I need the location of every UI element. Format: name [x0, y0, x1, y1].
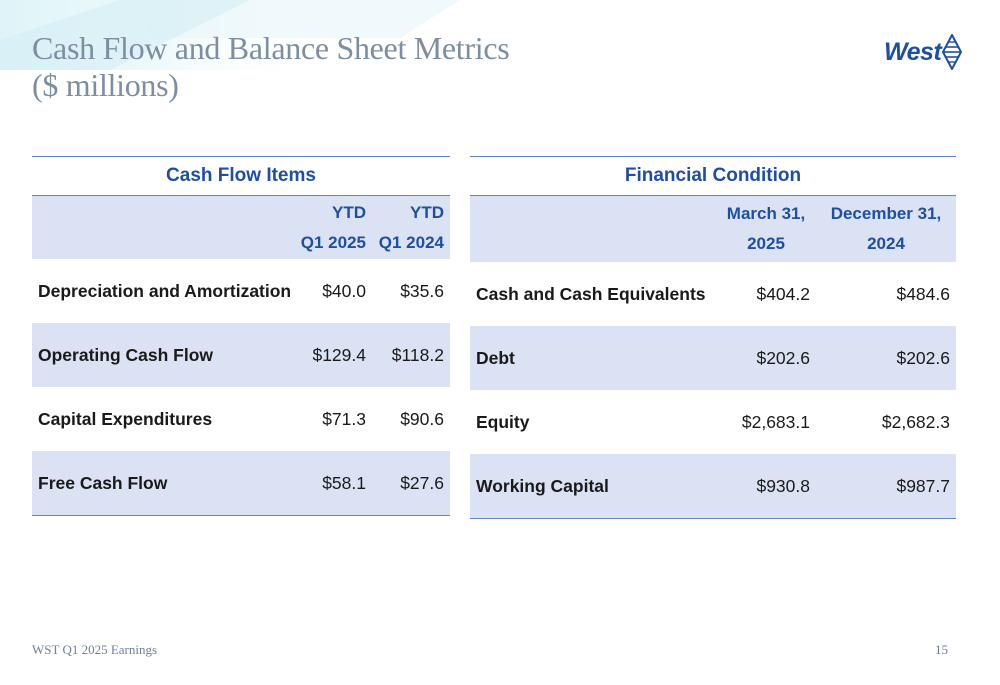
logo-text: West — [884, 37, 942, 66]
table-row — [32, 451, 450, 516]
row-value-dec-2024: $202.6 — [816, 326, 956, 390]
row-label: Working Capital — [470, 454, 716, 519]
financial-condition-col2-header-line2: 2024 — [867, 234, 905, 253]
row-label: Equity — [476, 411, 530, 432]
row-value-mar-2025: $202.6 — [716, 326, 816, 390]
financial-condition-header-blank — [470, 196, 716, 263]
table-row — [470, 390, 956, 454]
cash-flow-col1-header-line2: Q1 2025 — [300, 232, 366, 252]
row-value-dec-2024: $987.7 — [816, 454, 956, 519]
row-label: Depreciation and Amortization — [38, 280, 292, 301]
table-row — [470, 454, 956, 519]
page-title-line1: Cash Flow and Balance Sheet Metrics — [32, 30, 510, 66]
row-value-dec-2024: $484.6 — [896, 283, 950, 304]
cash-flow-col1-header-line1: YTD — [332, 202, 366, 222]
row-label: Capital Expenditures — [38, 408, 213, 429]
page-title — [32, 30, 509, 104]
financial-condition-caption: Financial Condition — [470, 157, 956, 196]
financial-condition-col2-header — [816, 196, 956, 263]
row-value-dec-2024: $2,682.3 — [881, 411, 950, 432]
cash-flow-col2-header-line1: YTD — [410, 202, 444, 222]
row-label: Free Cash Flow — [32, 451, 292, 516]
cash-flow-col1-header — [292, 196, 372, 260]
cash-flow-caption: Cash Flow Items — [32, 157, 450, 196]
table-row — [32, 323, 450, 387]
financial-condition-col1-header — [716, 196, 816, 263]
row-value-mar-2025: $930.8 — [716, 454, 816, 519]
row-value-mar-2025: $2,683.1 — [741, 411, 810, 432]
row-value-2024: $35.6 — [400, 280, 444, 301]
cash-flow-col2-header-line2: Q1 2024 — [378, 232, 444, 252]
diamond-logo-icon — [942, 34, 962, 70]
row-value-2024: $118.2 — [372, 323, 450, 387]
row-label: Cash and Cash Equivalents — [476, 283, 706, 304]
row-value-2024: $27.6 — [372, 451, 450, 516]
financial-condition-col2-header-line1: December 31, — [830, 204, 942, 223]
row-label: Operating Cash Flow — [32, 323, 292, 387]
row-value-2024: $90.6 — [400, 408, 444, 429]
cash-flow-table — [32, 156, 450, 516]
row-value-2025: $40.0 — [322, 280, 366, 301]
row-label: Debt — [470, 326, 716, 390]
cash-flow-col2-header — [372, 196, 450, 260]
table-row — [470, 326, 956, 390]
row-value-2025: $129.4 — [292, 323, 372, 387]
table-row — [32, 387, 450, 451]
table-row — [32, 259, 450, 323]
west-logo — [884, 34, 962, 70]
footer-text: WST Q1 2025 Earnings — [32, 642, 158, 657]
row-value-2025: $71.3 — [322, 408, 366, 429]
financial-condition-col1-header-line1: March 31, — [726, 204, 806, 223]
page-title-line2: ($ millions) — [32, 67, 179, 103]
cash-flow-header-blank — [32, 196, 292, 260]
table-row — [470, 262, 956, 326]
page-number: 15 — [935, 642, 948, 657]
financial-condition-col1-header-line2: 2025 — [747, 234, 785, 253]
row-value-mar-2025: $404.2 — [756, 283, 810, 304]
financial-condition-table — [470, 156, 956, 519]
row-value-2025: $58.1 — [292, 451, 372, 516]
